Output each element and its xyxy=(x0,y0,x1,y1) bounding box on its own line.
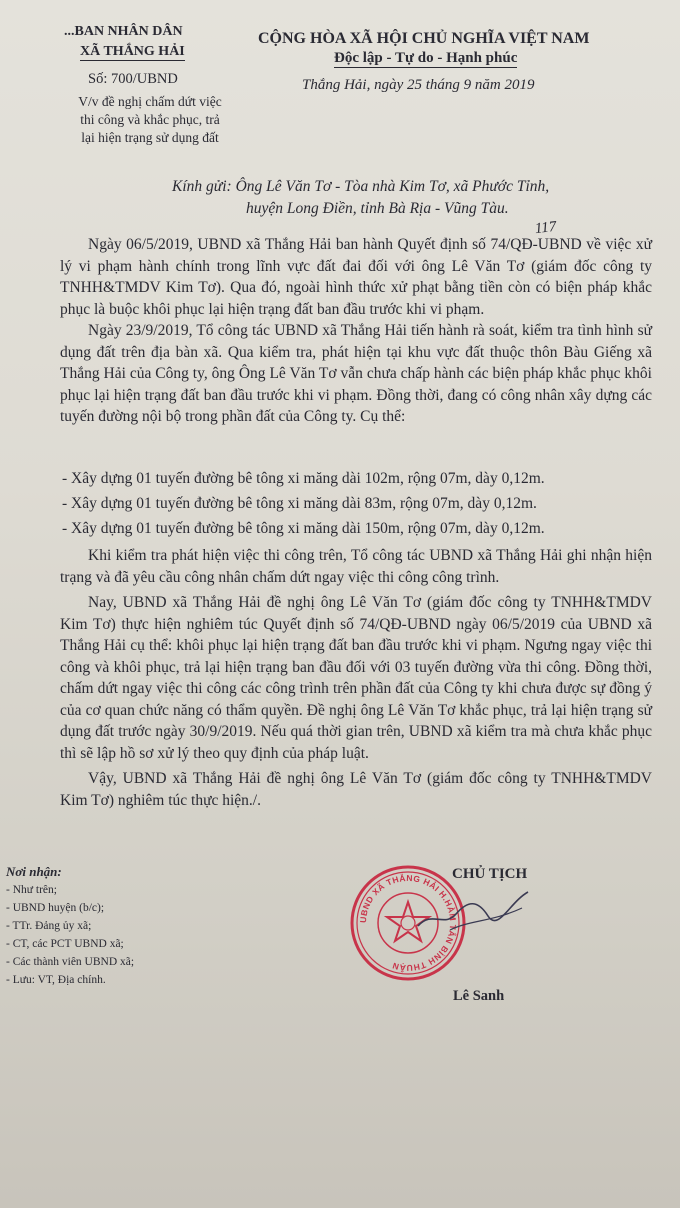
paragraph: Nay, UBND xã Thắng Hải đề nghị ông Lê Văn Tơ (giám đốc công ty TNHH&TMDV Kim Tơ) thực hiện nghiêm túc Quyết định số 74/QĐ-UBND ngày 06/5/2019 của UBND xã Thắng Hải cụ thể: khôi phục lại hiện trạng đất ban đầu trước khi vi phạm. Ngưng ngay việc thi công và khôi phục, trả lại hiện trạng ban đầu đối với 03 tuyến đường vừa thi công. Đồng thời, chấm dứt ngay việc thi công các công trình trên phần đất của Công ty khi chưa được sự đồng ý của cơ quan chức năng có thẩm quyền. Đề nghị ông Lê Văn Tơ khắc phục, trả lại hiện trạng sử dụng đất trước ngày 30/9/2019. Nếu quá thời gian trên, UBND xã kiểm tra mà chưa khắc phục thì sẽ lập hồ sơ xử lý theo quy định của pháp luật. xyxy=(60,594,652,762)
recipient-item: - UBND huyện (b/c); xyxy=(6,902,105,914)
signer-name: Lê Sanh xyxy=(453,988,505,1004)
paragraph: Ngày 23/9/2019, Tổ công tác UBND xã Thắng Hải tiến hành rà soát, kiểm tra tình hình sử dụng đất trên địa bàn xã. Qua kiểm tra, phát hiện tại khu vực đất thuộc thôn Bàu Giếng xã Thắng Hải của Công ty, ông Ông Lê Văn Tơ vẫn chưa chấp hành các biện pháp khắc phục khôi phục lại hiện trạng đất ban đầu trước khi vi phạm. Đồng thời, đang có công nhân xây dựng các tuyến đường nội bộ trong phần đất của Công ty. Cụ thể: xyxy=(60,322,652,425)
signature-scribble xyxy=(410,880,540,940)
recipient-item: - TTr. Đảng ủy xã; xyxy=(6,920,92,932)
paragraph: Khi kiểm tra phát hiện việc thi công trên, Tổ công tác UBND xã Thắng Hải ghi nhận hiện trạng và đã yêu cầu công nhân chấm dứt ngay việc thi công công trình. xyxy=(60,547,652,586)
signature-title: CHỦ TỊCH xyxy=(452,866,528,882)
place-date: Thắng Hải, ngày 25 tháng 9 năm 2019 xyxy=(302,77,535,93)
recipient-line-1: Kính gửi: Ông Lê Văn Tơ - Tòa nhà Kim Tơ, xã Phước Tỉnh, xyxy=(172,178,550,195)
recipient-item: - CT, các PCT UBND xã; xyxy=(6,938,124,950)
recipient-item: - Các thành viên UBND xã; xyxy=(6,956,135,968)
paragraph: Ngày 06/5/2019, UBND xã Thắng Hải ban hành Quyết định số 74/QĐ-UBND về việc xử lý vi phạm hành chính trong lĩnh vực đất đai đối với ông Lê Văn Tơ (giám đốc công ty TNHH&TMDV Kim Tơ). Qua đó, ngoài hình thức xử phạt bằng tiền còn có biện pháp khắc phục là buộc khôi phục lại hiện trạng đất ban đầu trước khi vi phạm. xyxy=(60,236,652,318)
bullet-item: - Xây dựng 01 tuyến đường bê tông xi măng dài 83m, rộng 07m, dày 0,12m. xyxy=(62,495,537,512)
org-name: XÃ THẮNG HẢI xyxy=(80,44,185,59)
org-top: ...BAN NHÂN DÂN xyxy=(64,24,183,39)
nation-title: CỘNG HÒA XÃ HỘI CHỦ NGHĨA VIỆT NAM xyxy=(258,30,590,47)
paragraph: Vậy, UBND xã Thắng Hải đề nghị ông Lê Văn Tơ (giám đốc công ty TNHH&TMDV Kim Tơ) nghiêm túc thực hiện./. xyxy=(60,770,652,809)
nation-motto: Độc lập - Tự do - Hạnh phúc xyxy=(334,50,518,66)
body-paragraphs xyxy=(60,234,652,428)
recipient-item: - Như trên; xyxy=(6,884,57,896)
bullet-item: - Xây dựng 01 tuyến đường bê tông xi măng dài 150m, rộng 07m, dày 0,12m. xyxy=(62,520,545,537)
recipients-title: Nơi nhận: xyxy=(6,864,62,879)
doc-subject: V/v đề nghị chấm dứt việc thi công và khắc phục, trả lại hiện trạng sử dụng đất xyxy=(78,94,222,145)
handwritten-mark: 117 xyxy=(534,218,558,238)
recipient-item: - Lưu: VT, Địa chính. xyxy=(6,974,106,986)
svg-text:UBND XÃ THẮNG HẢI H.HÀM TÂN BÌ: UBND XÃ THẮNG HẢI H.HÀM TÂN BÌNH THUẬN xyxy=(357,872,459,974)
recipient-line-2: huyện Long Điền, tỉnh Bà Rịa - Vũng Tàu. xyxy=(246,200,509,217)
body-paragraphs-2 xyxy=(60,545,652,811)
doc-number: Số: 700/UBND xyxy=(88,71,178,87)
bullet-item: - Xây dựng 01 tuyến đường bê tông xi măng dài 102m, rộng 07m, dày 0,12m. xyxy=(62,470,545,487)
